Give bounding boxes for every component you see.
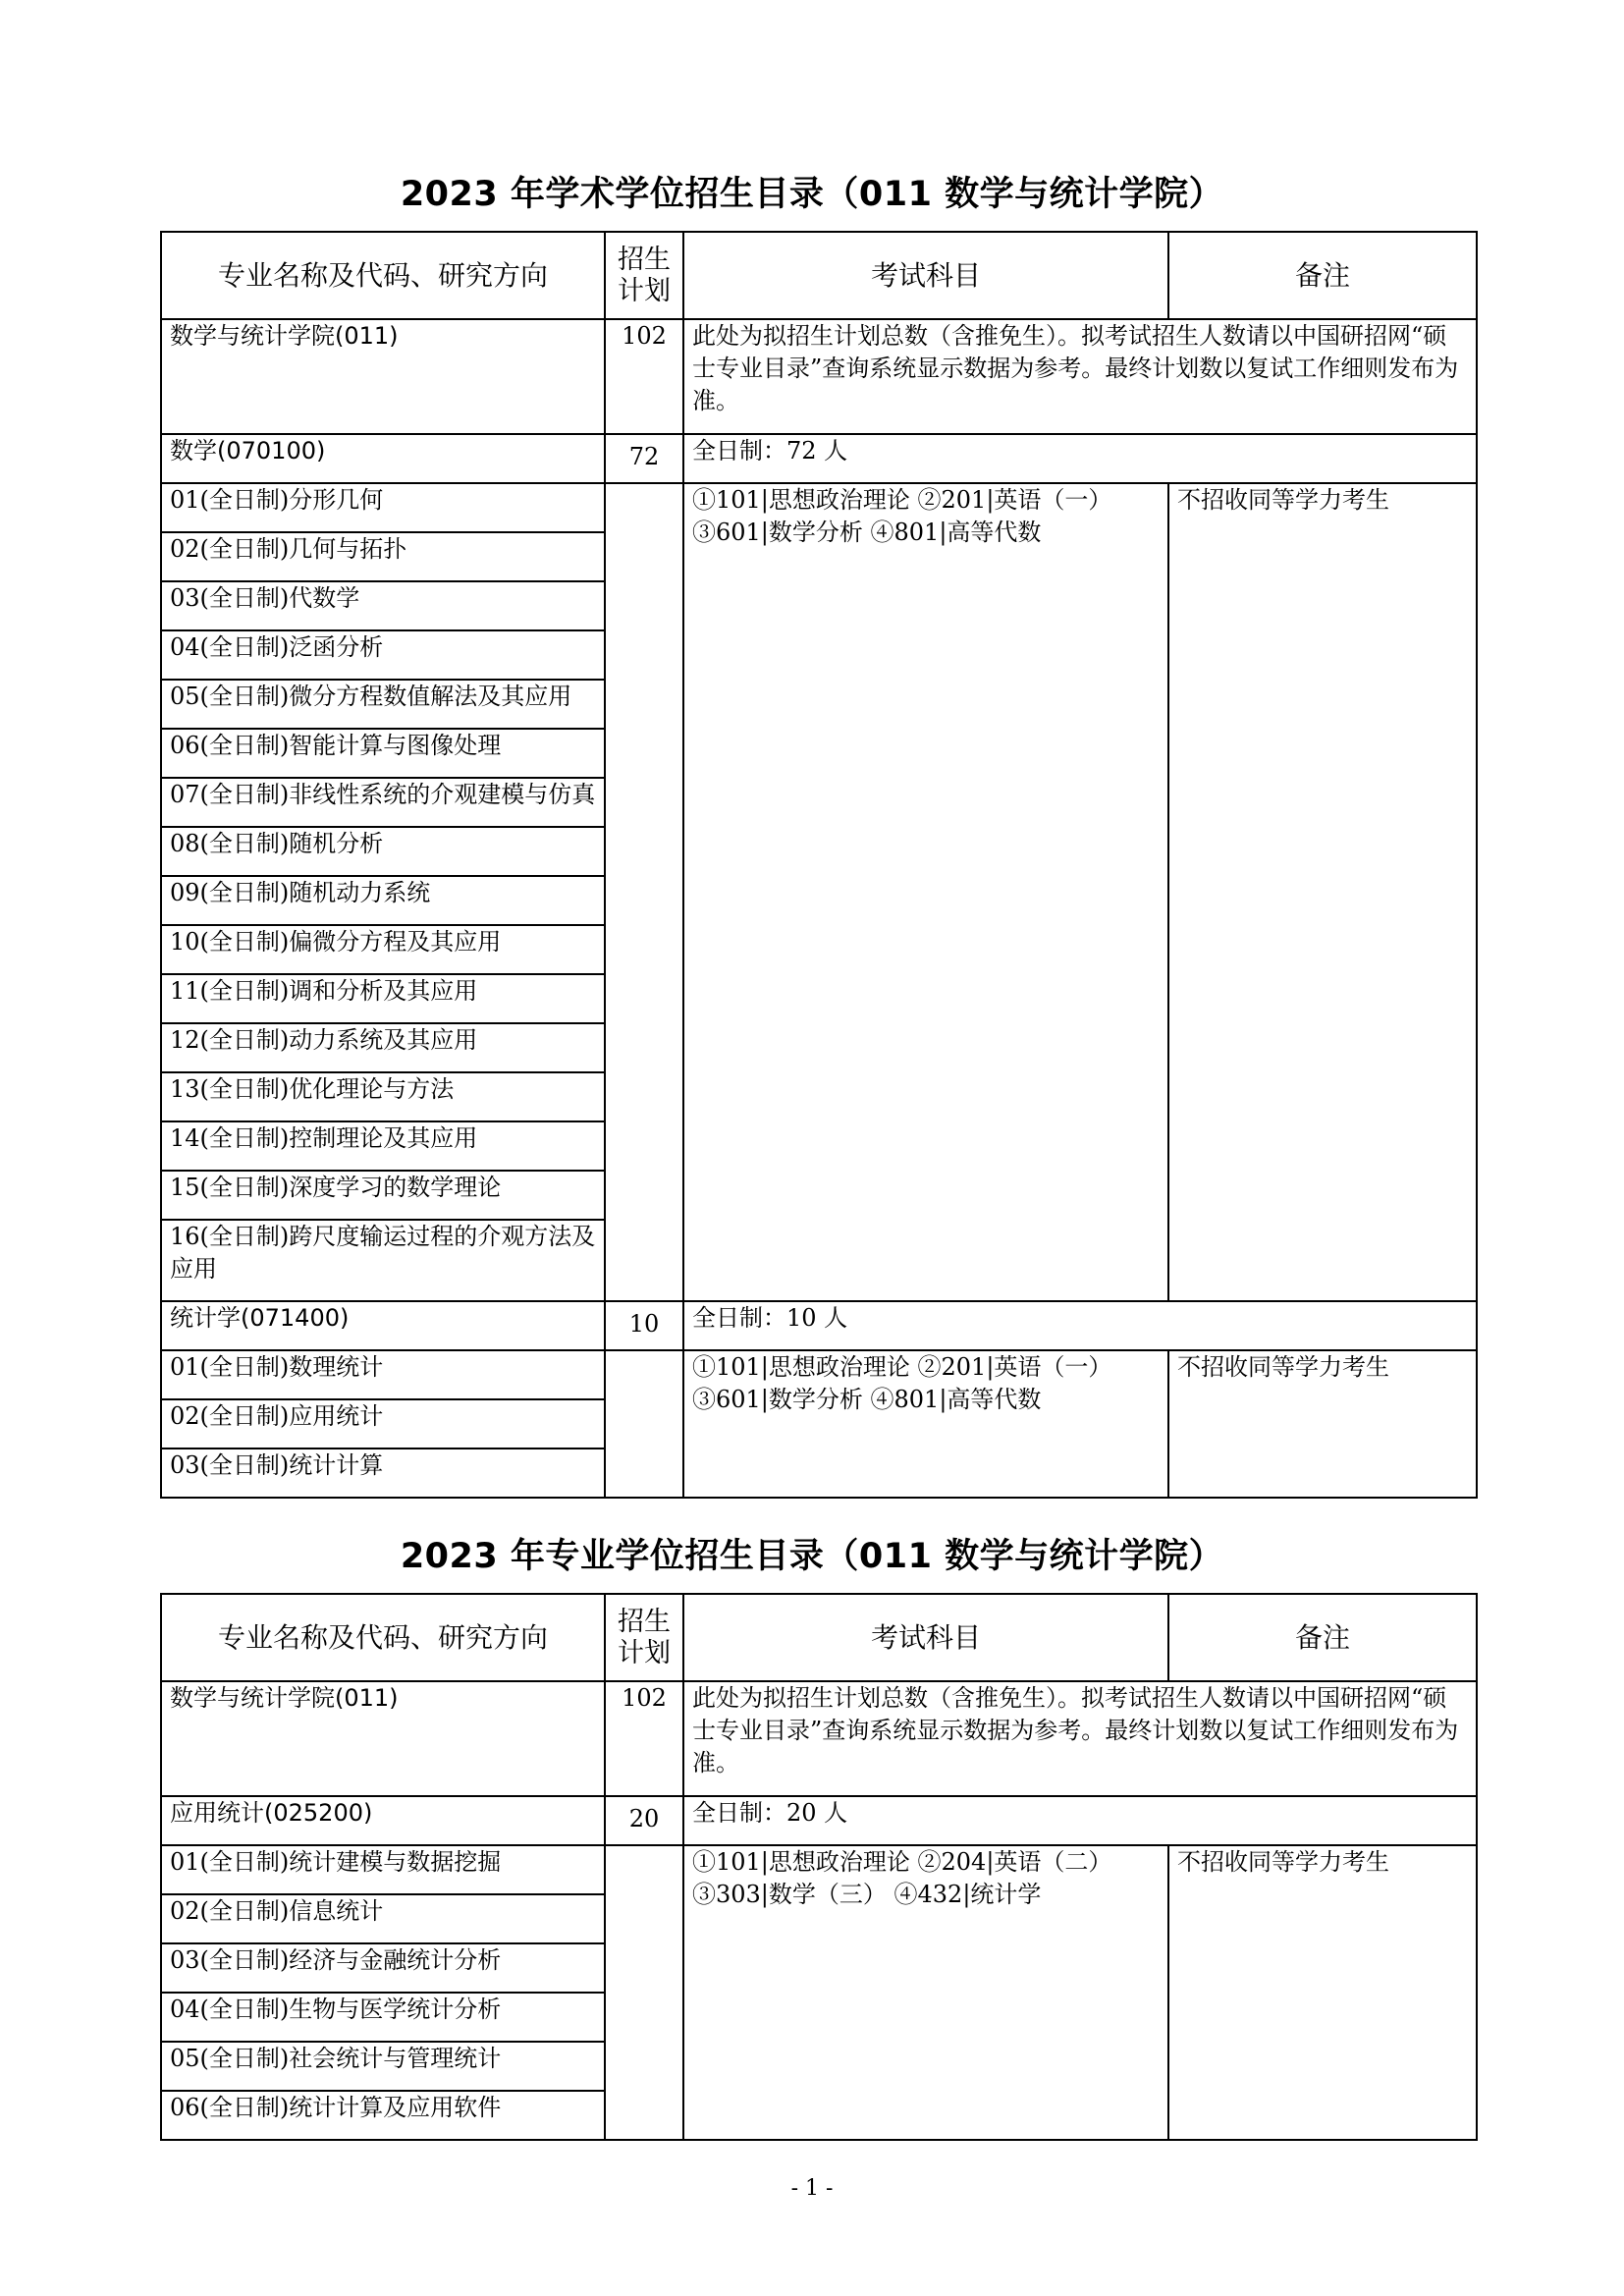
direction-item: 01(全日制)分形几何 [161,483,605,532]
academic-catalog-title: 2023 年学术学位招生目录（011 数学与统计学院） [400,175,1224,214]
header-remark: 备注 [1168,1594,1477,1681]
direction-item: 03(全日制)代数学 [161,581,605,630]
major-row [161,1796,1477,1845]
major-fulltime: 全日制：72 人 [683,434,1477,483]
direction-item: 06(全日制)统计计算及应用软件 [161,2091,605,2140]
school-note: 此处为拟招生计划总数（含推免生）。拟考试招生人数请以中国研招网“硕士专业目录”查询系统显示数据为参考。最终计划数以复试工作细则发布为准。 [683,1681,1477,1796]
remark-text: 不招收同等学力考生 [1168,1350,1477,1498]
school-name: 数学与统计学院(011) [161,1681,605,1796]
direction-item: 12(全日制)动力系统及其应用 [161,1023,605,1072]
table-header-row [161,1594,1477,1681]
direction-item: 02(全日制)应用统计 [161,1399,605,1449]
direction-item: 14(全日制)控制理论及其应用 [161,1121,605,1171]
direction-item: 04(全日制)泛函分析 [161,630,605,680]
school-row [161,1681,1477,1796]
exam-subjects: ①101|思想政治理论 ②204|英语（二） ③303|数学（三） ④432|统计学 [683,1845,1168,2140]
direction-item: 05(全日制)社会统计与管理统计 [161,2042,605,2091]
major-row [161,1301,1477,1350]
school-name: 数学与统计学院(011) [161,319,605,434]
direction-item: 10(全日制)偏微分方程及其应用 [161,925,605,974]
direction-item: 09(全日制)随机动力系统 [161,876,605,925]
school-plan: 102 [605,1681,683,1796]
major-name: 应用统计(025200) [161,1796,605,1845]
exam-subjects: ①101|思想政治理论 ②201|英语（一） ③601|数学分析 ④801|高等代数 [683,1350,1168,1498]
direction-item: 02(全日制)信息统计 [161,1894,605,1943]
header-plan: 招生 计划 [605,232,683,319]
remark-text: 不招收同等学力考生 [1168,483,1477,1301]
major-plan: 10 [605,1301,683,1350]
direction-plan-empty [605,1350,683,1498]
school-row [161,319,1477,434]
direction-item: 06(全日制)智能计算与图像处理 [161,729,605,778]
direction-item: 03(全日制)统计计算 [161,1449,605,1498]
major-fulltime: 全日制：10 人 [683,1301,1477,1350]
direction-item: 01(全日制)统计建模与数据挖掘 [161,1845,605,1894]
direction-row [161,483,1477,532]
direction-item: 15(全日制)深度学习的数学理论 [161,1171,605,1220]
direction-item: 02(全日制)几何与拓扑 [161,532,605,581]
professional-catalog-table [160,1593,1478,2141]
major-plan: 20 [605,1796,683,1845]
major-row [161,434,1477,483]
direction-item: 01(全日制)数理统计 [161,1350,605,1399]
direction-item: 13(全日制)优化理论与方法 [161,1072,605,1121]
page-number: - 1 - [790,2176,834,2201]
header-plan: 招生 计划 [605,1594,683,1681]
school-note: 此处为拟招生计划总数（含推免生）。拟考试招生人数请以中国研招网“硕士专业目录”查询系统显示数据为参考。最终计划数以复试工作细则发布为准。 [683,319,1477,434]
direction-item: 04(全日制)生物与医学统计分析 [161,1993,605,2042]
direction-plan-empty [605,1845,683,2140]
remark-text: 不招收同等学力考生 [1168,1845,1477,2140]
major-plan: 72 [605,434,683,483]
table-header-row [161,232,1477,319]
header-major: 专业名称及代码、研究方向 [161,232,605,319]
direction-item: 08(全日制)随机分析 [161,827,605,876]
exam-subjects: ①101|思想政治理论 ②201|英语（一） ③601|数学分析 ④801|高等代数 [683,483,1168,1301]
academic-catalog-table [160,231,1478,1499]
major-name: 数学(070100) [161,434,605,483]
major-fulltime: 全日制：20 人 [683,1796,1477,1845]
direction-item: 16(全日制)跨尺度输运过程的介观方法及应用 [161,1220,605,1301]
direction-item: 03(全日制)经济与金融统计分析 [161,1943,605,1993]
direction-plan-empty [605,483,683,1301]
professional-catalog-title: 2023 年专业学位招生目录（011 数学与统计学院） [400,1537,1224,1576]
header-major: 专业名称及代码、研究方向 [161,1594,605,1681]
direction-item: 05(全日制)微分方程数值解法及其应用 [161,680,605,729]
direction-row [161,1845,1477,1894]
header-exam: 考试科目 [683,232,1168,319]
direction-item: 07(全日制)非线性系统的介观建模与仿真 [161,778,605,827]
direction-item: 11(全日制)调和分析及其应用 [161,974,605,1023]
header-exam: 考试科目 [683,1594,1168,1681]
school-plan: 102 [605,319,683,434]
direction-row [161,1350,1477,1399]
major-name: 统计学(071400) [161,1301,605,1350]
header-remark: 备注 [1168,232,1477,319]
